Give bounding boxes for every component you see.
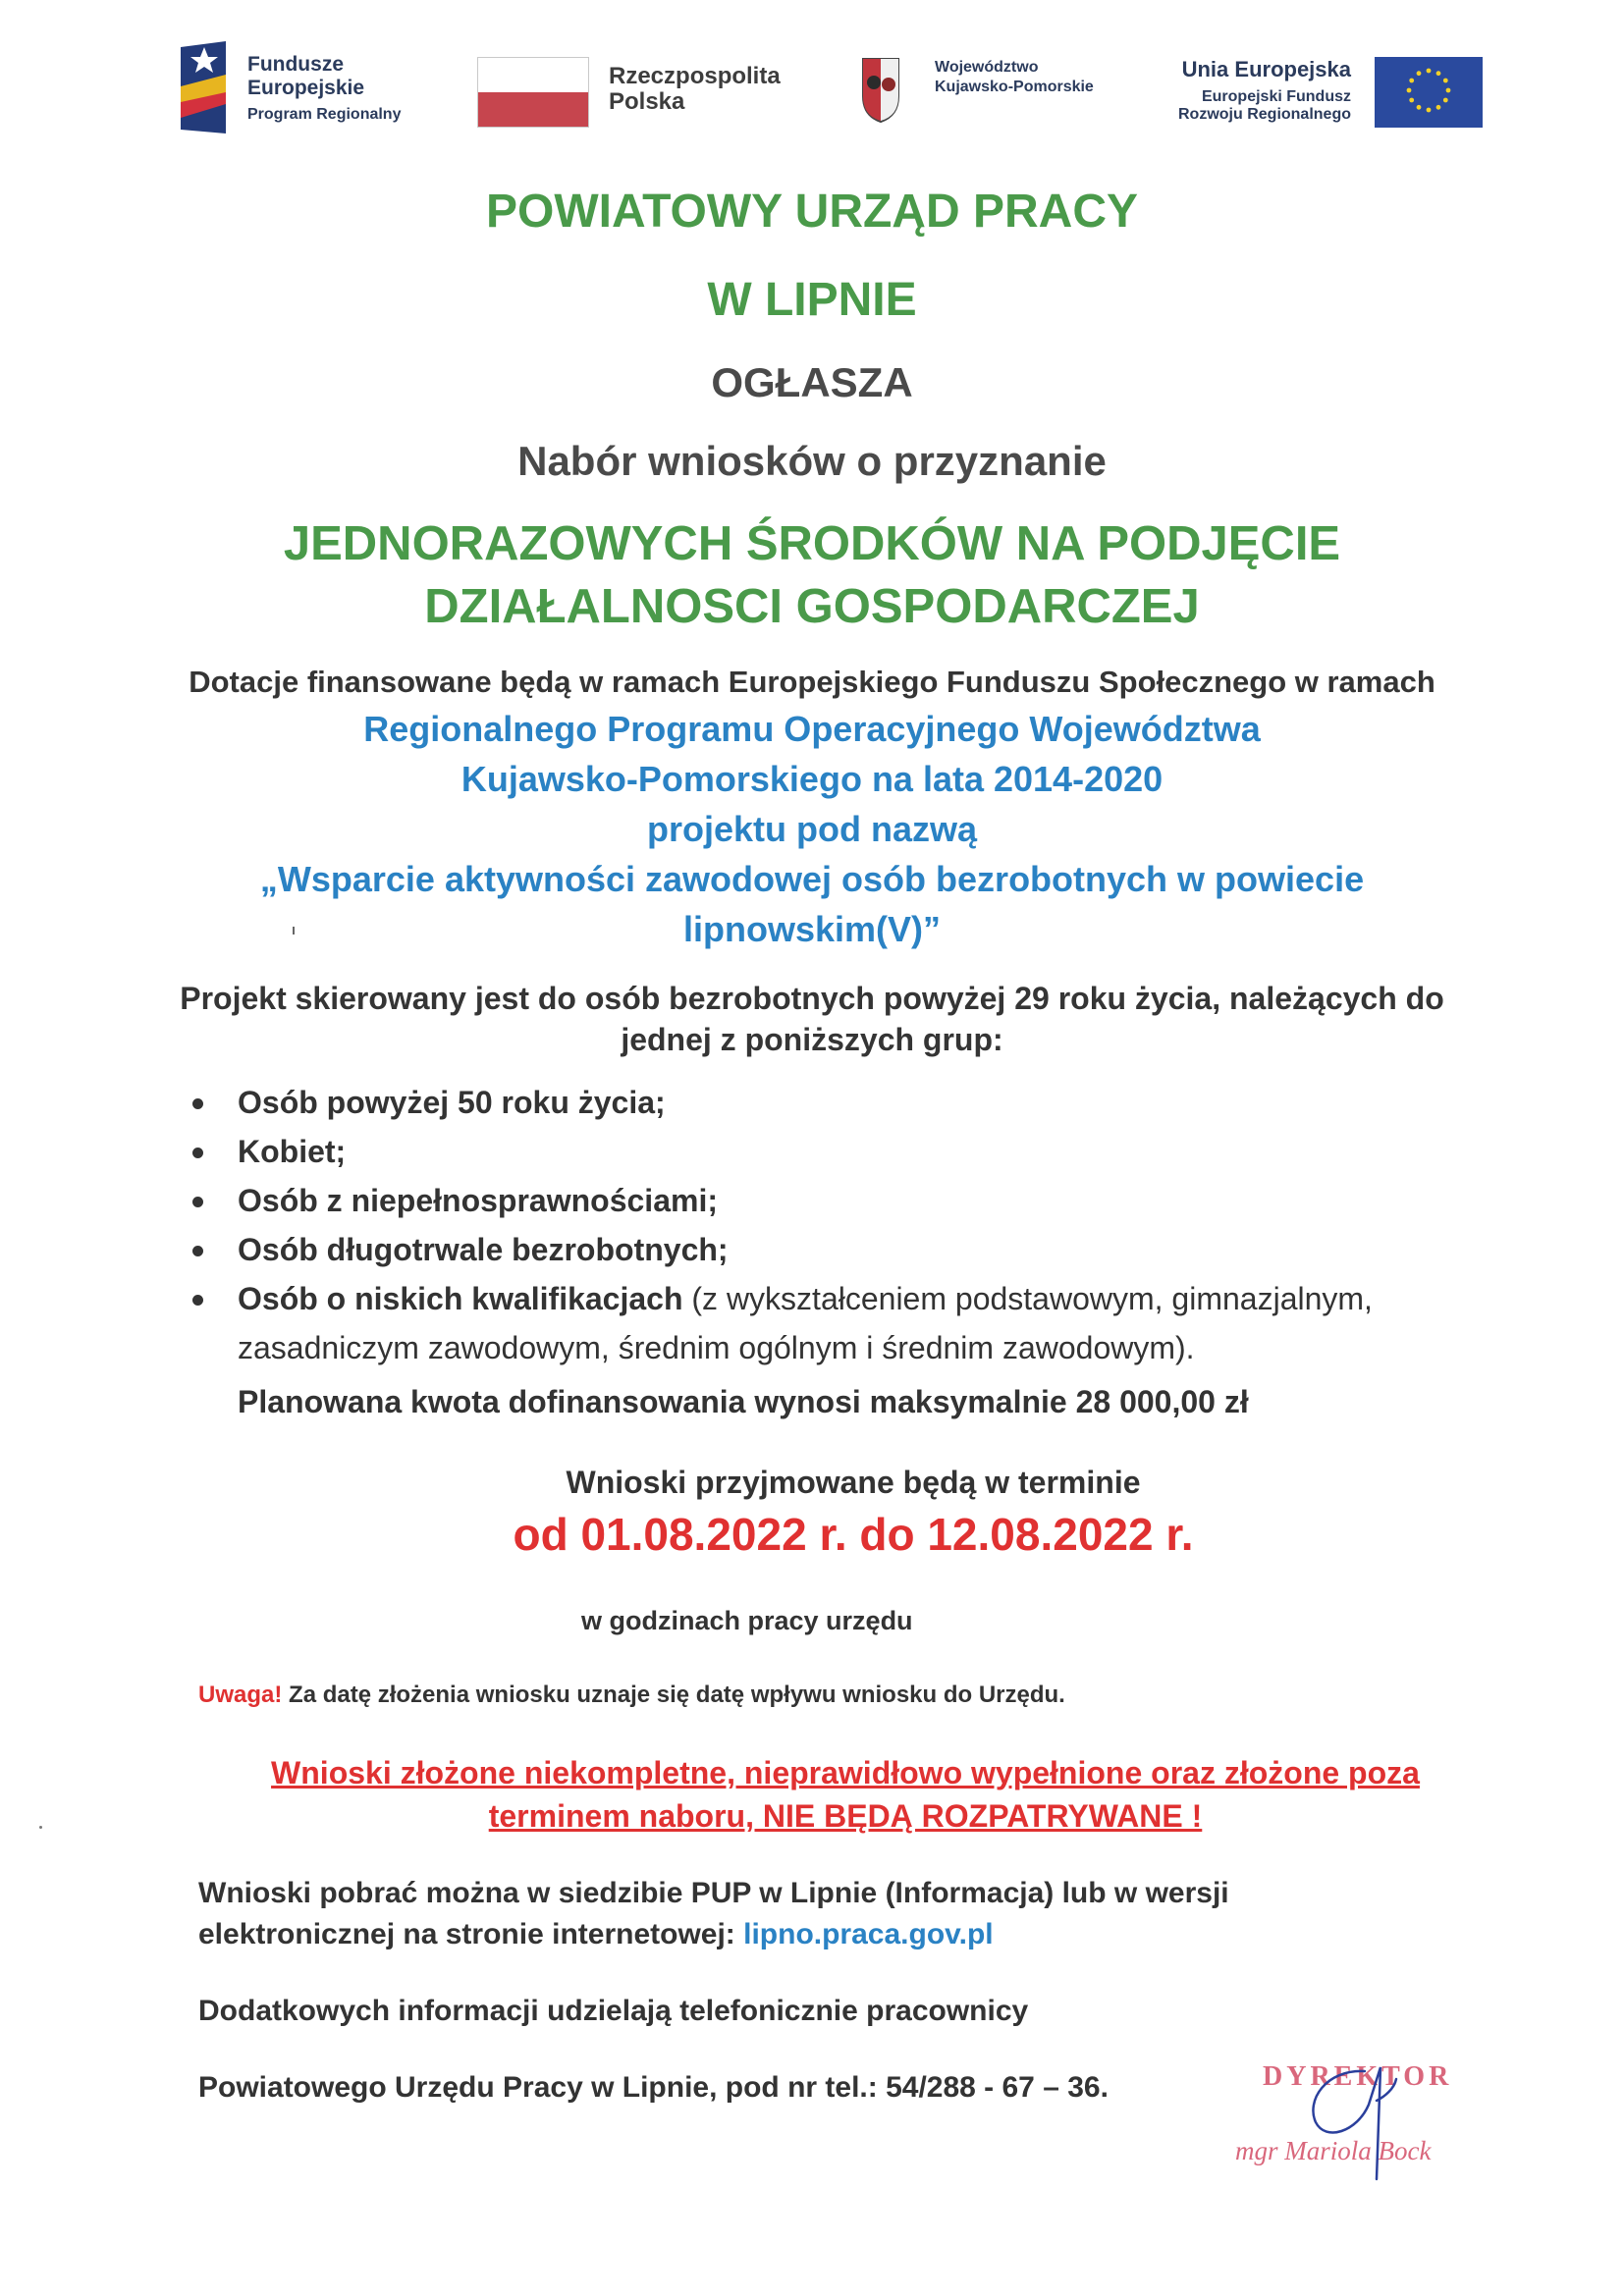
- project-label: projektu pod nazwą: [646, 809, 978, 849]
- contact-line1: Dodatkowych informacji udzielają telefonicznie pracownicy: [198, 1995, 1029, 2027]
- term-dates: od 01.08.2022 r. do 12.08.2022 r.: [513, 1509, 1194, 1560]
- project-name-line1: „Wsparcie aktywności zawodowej osób bezrobotnych w powiecie: [259, 859, 1365, 899]
- bullet-icon: [192, 1246, 203, 1256]
- term-hours: w godzinach pracy urzędu: [581, 1606, 913, 1635]
- office-name-line1: POWIATOWY URZĄD PRACY: [485, 186, 1138, 238]
- fe-name-line1: Fundusze: [247, 53, 344, 76]
- bullet-icon: [192, 1148, 203, 1158]
- group-label: Osób z niepełnosprawnościami;: [238, 1183, 718, 1218]
- director-stamp: [1227, 2061, 1522, 2189]
- rp-name-line1: Rzeczpospolita: [609, 63, 781, 89]
- title-line2: DZIAŁALNOSCI GOSPODARCZEJ: [424, 580, 1200, 633]
- list-item: [238, 1127, 1514, 1176]
- stamp-name: mgr Mariola Bock: [1235, 2136, 1432, 2165]
- program-line1: Regionalnego Programu Operacyjnego Województwa: [363, 709, 1261, 749]
- warning-label: Uwaga!: [198, 1682, 283, 1708]
- title-line1: JEDNORAZOWYCH ŚRODKÓW NA PODJĘCIE: [283, 517, 1341, 570]
- warning-text: Za datę złożenia wniosku uznaje się datę wpływu wniosku do Urzędu.: [282, 1682, 1065, 1708]
- project-name-line2: lipnowskim(V)”: [682, 909, 942, 949]
- speck: [293, 927, 295, 934]
- contact-line2: Powiatowego Urzędu Pracy w Lipnie, pod nr tel.: 54/288 - 67 – 36.: [198, 2071, 1109, 2104]
- call-heading: Nabór wniosków o przyznanie: [517, 438, 1107, 484]
- target-line1: Projekt skierowany jest do osób bezrobotnych powyżej 29 roku życia, należących do: [180, 981, 1444, 1016]
- ue-logo: [1159, 55, 1483, 133]
- amount-text: Planowana kwota dofinansowania wynosi maksymalnie 28 000,00 zł: [238, 1384, 1249, 1419]
- ue-name-line3: Rozwoju Regionalnego: [1178, 106, 1351, 123]
- group-detail-line2: zasadniczym zawodowym, średnim ogólnym i średnim zawodowym).: [238, 1330, 1195, 1365]
- logo-bar: [0, 0, 1624, 147]
- group-label: Kobiet;: [238, 1134, 347, 1169]
- list-item: [238, 1078, 1514, 1127]
- fe-emblem-icon: [177, 41, 230, 133]
- fe-name-line3: Program Regionalny: [247, 106, 402, 123]
- target-groups-list: [238, 1078, 1514, 1372]
- program-line2: Kujawsko-Pomorskiego na lata 2014-2020: [460, 759, 1164, 799]
- download-prefix: elektronicznej na stronie internetowej:: [198, 1918, 744, 1950]
- list-item: [238, 1176, 1514, 1225]
- group-label: Osób długotrwale bezrobotnych;: [238, 1232, 729, 1267]
- office-name-line2: W LIPNIE: [707, 274, 917, 326]
- bullet-icon: [192, 1098, 203, 1109]
- rp-name-line2: Polska: [609, 88, 685, 115]
- signature-icon: [1286, 2061, 1424, 2189]
- website-link[interactable]: lipno.praca.gov.pl: [743, 1918, 994, 1950]
- warning-line: [198, 1682, 1065, 1709]
- ue-name-line2: Europejski Fundusz: [1201, 88, 1351, 105]
- bullet-icon: [192, 1295, 203, 1306]
- group-label: Osób powyżej 50 roku życia;: [238, 1085, 666, 1120]
- stamp-title: DYREKTOR: [1263, 2061, 1453, 2092]
- bullet-icon: [192, 1197, 203, 1207]
- eu-flag-icon: [1375, 57, 1483, 128]
- speck: [39, 1826, 42, 1829]
- download-line1: Wnioski pobrać można w siedzibie PUP w Lipnie (Informacja) lub w wersji: [198, 1877, 1229, 1909]
- list-item-continuation: [238, 1323, 1514, 1372]
- term-label: Wnioski przyjmowane będą w terminie: [566, 1465, 1141, 1500]
- announces-heading: OGŁASZA: [711, 359, 913, 405]
- target-line2: jednej z poniższych grup:: [621, 1022, 1003, 1057]
- download-line2: [198, 1918, 994, 1951]
- list-item: [238, 1274, 1514, 1323]
- group-label: Osób o niskich kwalifikacjach: [238, 1281, 683, 1316]
- group-detail: (z wykształceniem podstawowym, gimnazjalnym,: [682, 1281, 1373, 1316]
- coat-of-arms-icon: [860, 55, 901, 124]
- polish-flag-icon: [477, 57, 589, 128]
- ue-name-line1: Unia Europejska: [1181, 57, 1351, 81]
- reject-line1: Wnioski złożone niekompletne, nieprawidłowo wypełnione oraz złożone poza: [271, 1755, 1420, 1790]
- list-item: [238, 1225, 1514, 1274]
- wkp-name-line2: Kujawsko-Pomorskie: [935, 79, 1094, 95]
- funding-intro: Dotacje finansowane będą w ramach Europejskiego Funduszu Społecznego w ramach: [189, 665, 1435, 699]
- fe-name-line2: Europejskie: [247, 77, 365, 99]
- reject-line2: terminem naboru, NIE BĘDĄ ROZPATRYWANE !: [488, 1798, 1203, 1834]
- wkp-name-line1: Województwo: [935, 59, 1039, 76]
